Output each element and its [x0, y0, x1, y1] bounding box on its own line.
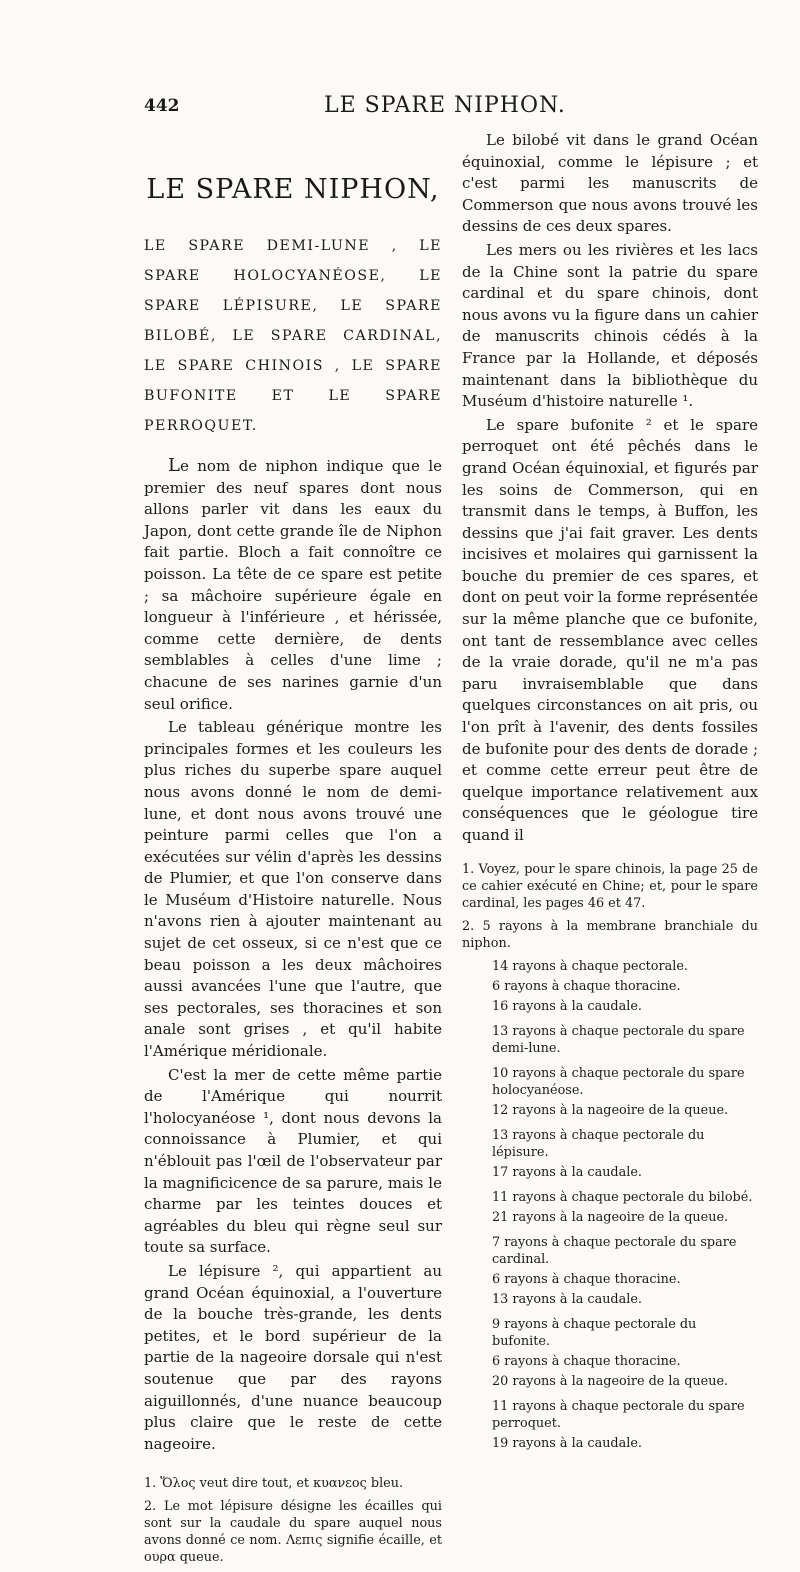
running-head: LE SPARE NIPHON. — [324, 93, 566, 118]
ray-group — [492, 1316, 758, 1390]
paragraph: Les mers ou les rivières et les lacs de la Chine sont la patrie du spare cardinal et du spare chinois, dont nous avons vu la figure dans un cahier de manuscrits chinois cédés à la France par la Hollande, et déposés maintenant dans la bibliothèque du Muséum d'histoire naturelle ¹. — [462, 240, 758, 411]
article-title: LE SPARE NIPHON, — [146, 174, 440, 205]
ray-group — [492, 1189, 758, 1226]
ray-group — [492, 1234, 758, 1308]
paragraph: Le tableau générique montre les principales formes et les couleurs les plus riches du superbe spare auquel nous avons donné le nom de demi-lune, et dont nous avons trouvé une peinture parmi celles que l'on a exécutées sur vélin d'après les dessins de Plumier, et que l'on conserve dans le Muséum d'Histoire naturelle. Nous n'avons rien à ajouter maintenant au sujet de cet osseux, si ce n'est que ce beau poisson a les deux mâchoires aussi avancées l'une que l'autre, que ses pectorales, ses thoracines et son anale sont grises , et qu'il habite l'Amérique méridionale. — [144, 718, 442, 1061]
paragraph: Le nom de niphon indique que le premier des neuf spares dont nous allons parler vit dans les eaux du Japon, dont cette grande île de Niphon fait partie. Bloch a fait connoître ce poisson. La tête de ce spare est petite ; sa mâchoire supérieure égale en longueur à l'inférieure , et hérissée, comme cette dernière, de dents semblables à celles d'une lime ; chacune de ses narines garnie d'un seul orifice. — [144, 455, 442, 713]
ray-count-line: 13 rayons à la caudale. — [492, 1291, 642, 1307]
paragraph: C'est la mer de cette même partie de l'Amérique qui nourrit l'holocyanéose ¹, dont nous devons la connoissance à Plumier, et qui n'éblouit pas l'œil de l'observateur par la magnificicence de sa parure, mais le charme par les teintes douces et agréables du bleu qui règne seul sur toute sa surface. — [144, 1065, 442, 1257]
ray-group — [492, 1065, 758, 1119]
ray-count-line: 7 rayons à chaque pectorale du spare cardinal. — [492, 1234, 737, 1267]
ray-count-line: 12 rayons à la nageoire de la queue. — [492, 1102, 729, 1118]
footnote: 1. Ὅλος veut dire tout, et κυανεος bleu. — [144, 1476, 404, 1492]
ray-count-line: 6 rayons à chaque thoracine. — [492, 1353, 681, 1369]
article-subtitle: LE SPARE DEMI-LUNE , LE SPARE HOLOCYANÉOSE, LE SPARE LÉPISURE, LE SPARE BILOBÉ, LE SPARE CARDINAL, LE SPARE CHINOIS , LE SPARE BUFONITE ET LE SPARE PERROQUET. — [144, 238, 442, 434]
footnotes — [144, 1475, 442, 1566]
ray-count-line: 6 rayons à chaque thoracine. — [492, 1271, 681, 1287]
paragraph: Le lépisure ², qui appartient au grand Océan équinoxial, a l'ouverture de la bouche très-grande, les dents petites, et le bord supérieur de la partie de la nageoire dorsale qui n'est soutenue que par des rayons aiguillonnés, d'une nuance beaucoup plus claire que le reste de cette nageoire. — [144, 1261, 442, 1453]
footnote: 2. Le mot lépisure désigne les écailles qui sont sur la caudale du spare auquel nous avons donné ce nom. Λεπις signifie écaille, et ουρα queue. — [144, 1499, 442, 1566]
footnotes — [462, 861, 758, 1452]
fin-ray-counts — [492, 958, 758, 1452]
right-column — [462, 130, 758, 1460]
page-number: 442 — [144, 96, 180, 116]
ray-count-line: 6 rayons à chaque thoracine. — [492, 978, 681, 994]
footnote: 2. 5 rayons à la membrane branchiale du niphon. — [462, 918, 758, 951]
ray-count-line: 17 rayons à la caudale. — [492, 1164, 642, 1180]
paragraph: Le spare bufonite ² et le spare perroquet ont été pêchés dans le grand Océan équinoxial, et figurés par les soins de Commerson, qui en transmit dans le temps, à Buffon, les dessins que j'ai fait graver. Les dents incisives et molaires qui garnissent la bouche du premier de ces spares, et dont on peut voir la forme représentée sur la même planche que ce bufonite, ont tant de ressemblance avec celles de la vraie dorade, qu'il ne m'a pas paru invraisemblable que dans quelques circonstances on ait pris, ou l'on prît à l'avenir, des dents fossiles de bufonite pour des dents de dorade ; et comme cette erreur peut être de quelque importance relativement aux conséquences que le géologue tire quand il — [462, 415, 758, 844]
ray-count-line: 11 rayons à chaque pectorale du bilobé. — [492, 1189, 753, 1205]
footnote: 1. Voyez, pour le spare chinois, la page 25 de ce cahier exécuté en Chine; et, pour le spare cardinal, les pages 46 et 47. — [462, 861, 758, 911]
ray-group — [492, 1023, 758, 1057]
ray-group — [492, 1398, 758, 1452]
ray-count-line: 11 rayons à chaque pectorale du spare perroquet. — [492, 1398, 745, 1431]
ray-group — [492, 958, 758, 1015]
ray-count-line: 21 rayons à la nageoire de la queue. — [492, 1209, 729, 1225]
ray-count-line: 19 rayons à la caudale. — [492, 1435, 642, 1451]
ray-count-line: 13 rayons à chaque pectorale du lépisure. — [492, 1127, 705, 1160]
ray-count-line: 14 rayons à chaque pectorale. — [492, 958, 688, 974]
left-column — [144, 130, 442, 1572]
ray-count-line: 10 rayons à chaque pectorale du spare holocyanéose. — [492, 1065, 745, 1098]
paragraph: Le bilobé vit dans le grand Océan équinoxial, comme le lépisure ; et c'est parmi les manuscrits de Commerson que nous avons trouvé les dessins de ces deux spares. — [462, 131, 758, 236]
ray-count-line: 16 rayons à la caudale. — [492, 998, 642, 1014]
ray-count-line: 13 rayons à chaque pectorale du spare demi-lune. — [492, 1023, 745, 1056]
ray-count-line: 9 rayons à chaque pectorale du bufonite. — [492, 1316, 697, 1349]
ray-count-line: 20 rayons à la nageoire de la queue. — [492, 1373, 729, 1389]
ray-group — [492, 1127, 758, 1181]
page-header — [144, 93, 744, 128]
